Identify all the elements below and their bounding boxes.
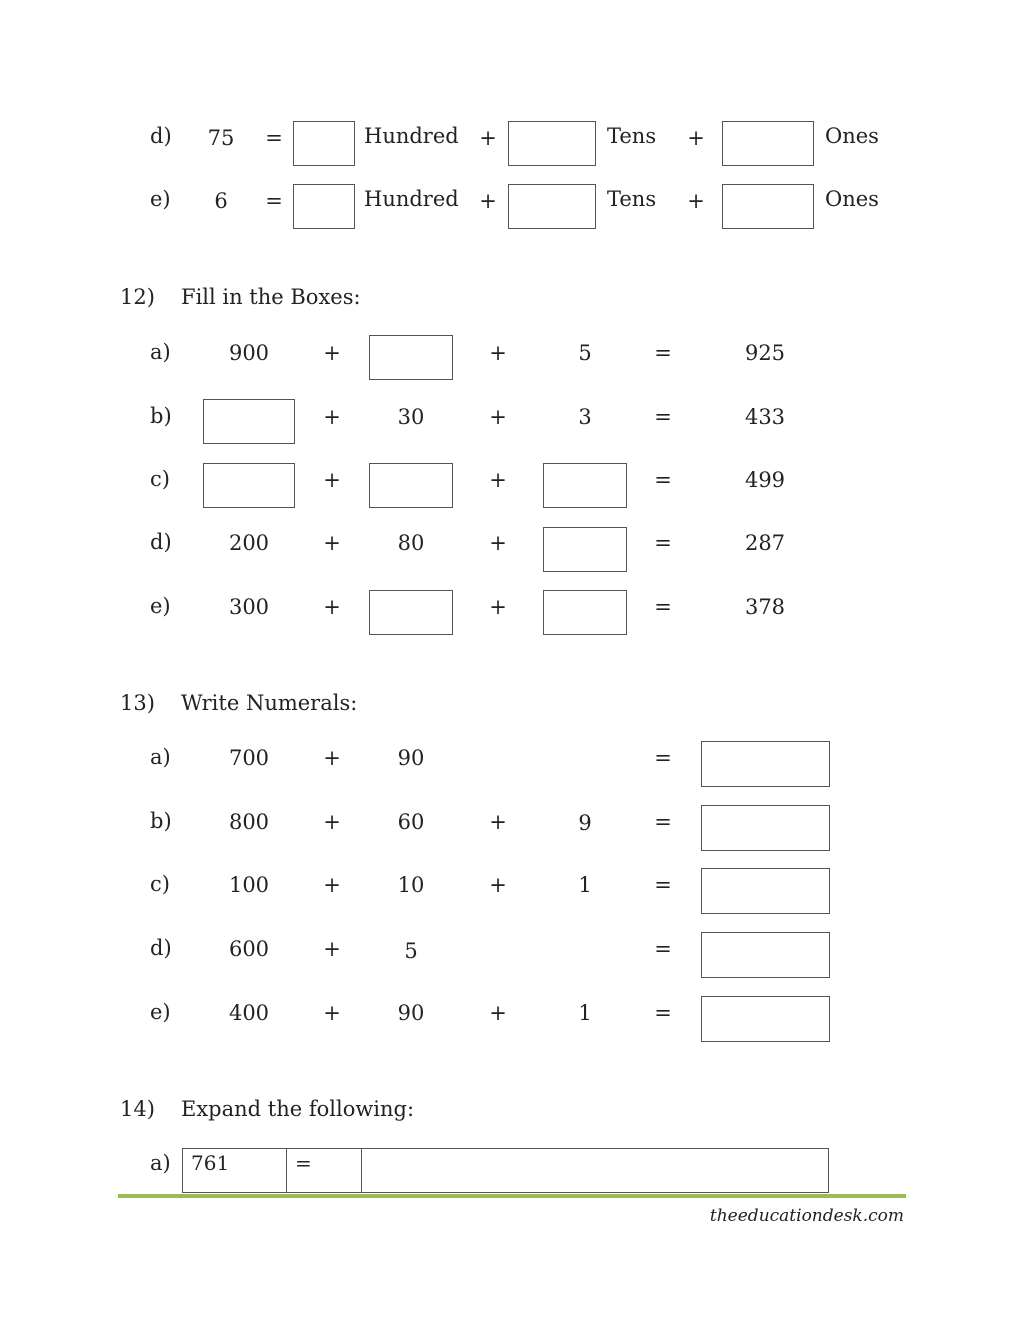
hundreds-answer-box[interactable] [293,121,355,166]
row-label: e) [150,594,171,618]
equals-sign: = [654,746,672,770]
addend-value: 10 [397,873,425,897]
addend-value: 600 [228,937,270,961]
plus-sign: + [323,1001,341,1025]
row-label: c) [150,467,170,491]
tens-answer-box[interactable] [508,184,596,229]
tens-answer-box[interactable] [369,335,453,380]
numeral-answer-box[interactable] [701,741,830,787]
addend-value: 400 [228,1001,270,1025]
number-cell [182,1148,287,1193]
hundreds-answer-box[interactable] [203,463,295,508]
question-title: Write Numerals: [181,691,358,715]
equals-sign: = [265,126,283,150]
number-value: 6 [214,189,228,213]
equals-sign: = [654,341,672,365]
addend-value: 90 [397,1001,425,1025]
sum-value: 378 [744,595,786,619]
equals-sign: = [654,468,672,492]
ones-answer-box[interactable] [722,184,814,229]
row-label: d) [150,124,172,148]
equals-cell [286,1148,362,1193]
equals-sign: = [654,595,672,619]
equals-sign: = [654,405,672,429]
ones-answer-box[interactable] [543,527,627,572]
footer-rule [118,1194,906,1198]
plus-sign: + [323,937,341,961]
addend-value: 3 [578,405,592,429]
addend-value: 1 [578,1001,592,1025]
numeral-answer-box[interactable] [701,805,830,851]
plus-sign: + [323,341,341,365]
addend-value: 90 [397,746,425,770]
equals-sign: = [654,1001,672,1025]
hundred-label: Hundred [364,124,459,148]
plus-sign: + [489,810,507,834]
equals-sign: = [654,937,672,961]
sum-value: 287 [744,531,786,555]
plus-sign: + [323,595,341,619]
hundred-label: Hundred [364,187,459,211]
ones-label: Ones [825,124,879,148]
plus-sign: + [479,189,497,213]
sum-value: 925 [744,341,786,365]
sum-value: 433 [744,405,786,429]
expansion-answer-field[interactable] [361,1148,829,1193]
equals-sign: = [654,873,672,897]
sum-value: 499 [744,468,786,492]
row-label: a) [150,340,171,364]
row-label: b) [150,404,172,428]
row-label: a) [150,1151,171,1175]
addend-value: 80 [397,531,425,555]
equals-sign: = [654,531,672,555]
plus-sign: + [489,405,507,429]
row-label: a) [150,745,171,769]
numeral-answer-box[interactable] [701,996,830,1042]
addend-value: 300 [228,595,270,619]
plus-sign: + [323,468,341,492]
plus-sign: + [687,189,705,213]
addend-value: 800 [228,810,270,834]
row-label: d) [150,936,172,960]
equals-sign: = [654,810,672,834]
ones-label: Ones [825,187,879,211]
number-value: 75 [207,126,235,150]
addend-value: 5 [578,341,592,365]
ones-answer-box[interactable] [543,463,627,508]
row-label: d) [150,530,172,554]
number-value: 761 [191,1151,230,1175]
ones-answer-box[interactable] [543,590,627,635]
question-number: 12) [120,285,155,309]
row-label: e) [150,1000,171,1024]
plus-sign: + [323,405,341,429]
addend-value: 30 [397,405,425,429]
plus-sign: + [489,595,507,619]
tens-label: Tens [607,187,657,211]
plus-sign: + [323,746,341,770]
plus-sign: + [323,531,341,555]
question-title: Fill in the Boxes: [181,285,361,309]
plus-sign: + [489,873,507,897]
numeral-answer-box[interactable] [701,868,830,914]
ones-answer-box[interactable] [722,121,814,166]
plus-sign: + [323,810,341,834]
tens-answer-box[interactable] [369,590,453,635]
equals-sign: = [295,1151,312,1175]
question-number: 13) [120,691,155,715]
question-title: Expand the following: [181,1097,415,1121]
plus-sign: + [489,1001,507,1025]
question-number: 14) [120,1097,155,1121]
tens-label: Tens [607,124,657,148]
plus-sign: + [479,126,497,150]
plus-sign: + [489,531,507,555]
addend-value: 9 [578,811,592,835]
addend-value: 60 [397,810,425,834]
addend-value: 900 [228,341,270,365]
plus-sign: + [489,468,507,492]
footer-site: theeducationdesk.com [709,1206,904,1226]
plus-sign: + [489,341,507,365]
addend-value: 100 [228,873,270,897]
addend-value: 200 [228,531,270,555]
equals-sign: = [265,189,283,213]
tens-answer-box[interactable] [508,121,596,166]
tens-answer-box[interactable] [369,463,453,508]
row-label: e) [150,187,171,211]
addend-value: 1 [578,873,592,897]
plus-sign: + [687,126,705,150]
addend-value: 5 [404,939,418,963]
row-label: b) [150,809,172,833]
hundreds-answer-box[interactable] [293,184,355,229]
row-label: c) [150,872,170,896]
numeral-answer-box[interactable] [701,932,830,978]
addend-value: 700 [228,746,270,770]
plus-sign: + [323,873,341,897]
hundreds-answer-box[interactable] [203,399,295,444]
